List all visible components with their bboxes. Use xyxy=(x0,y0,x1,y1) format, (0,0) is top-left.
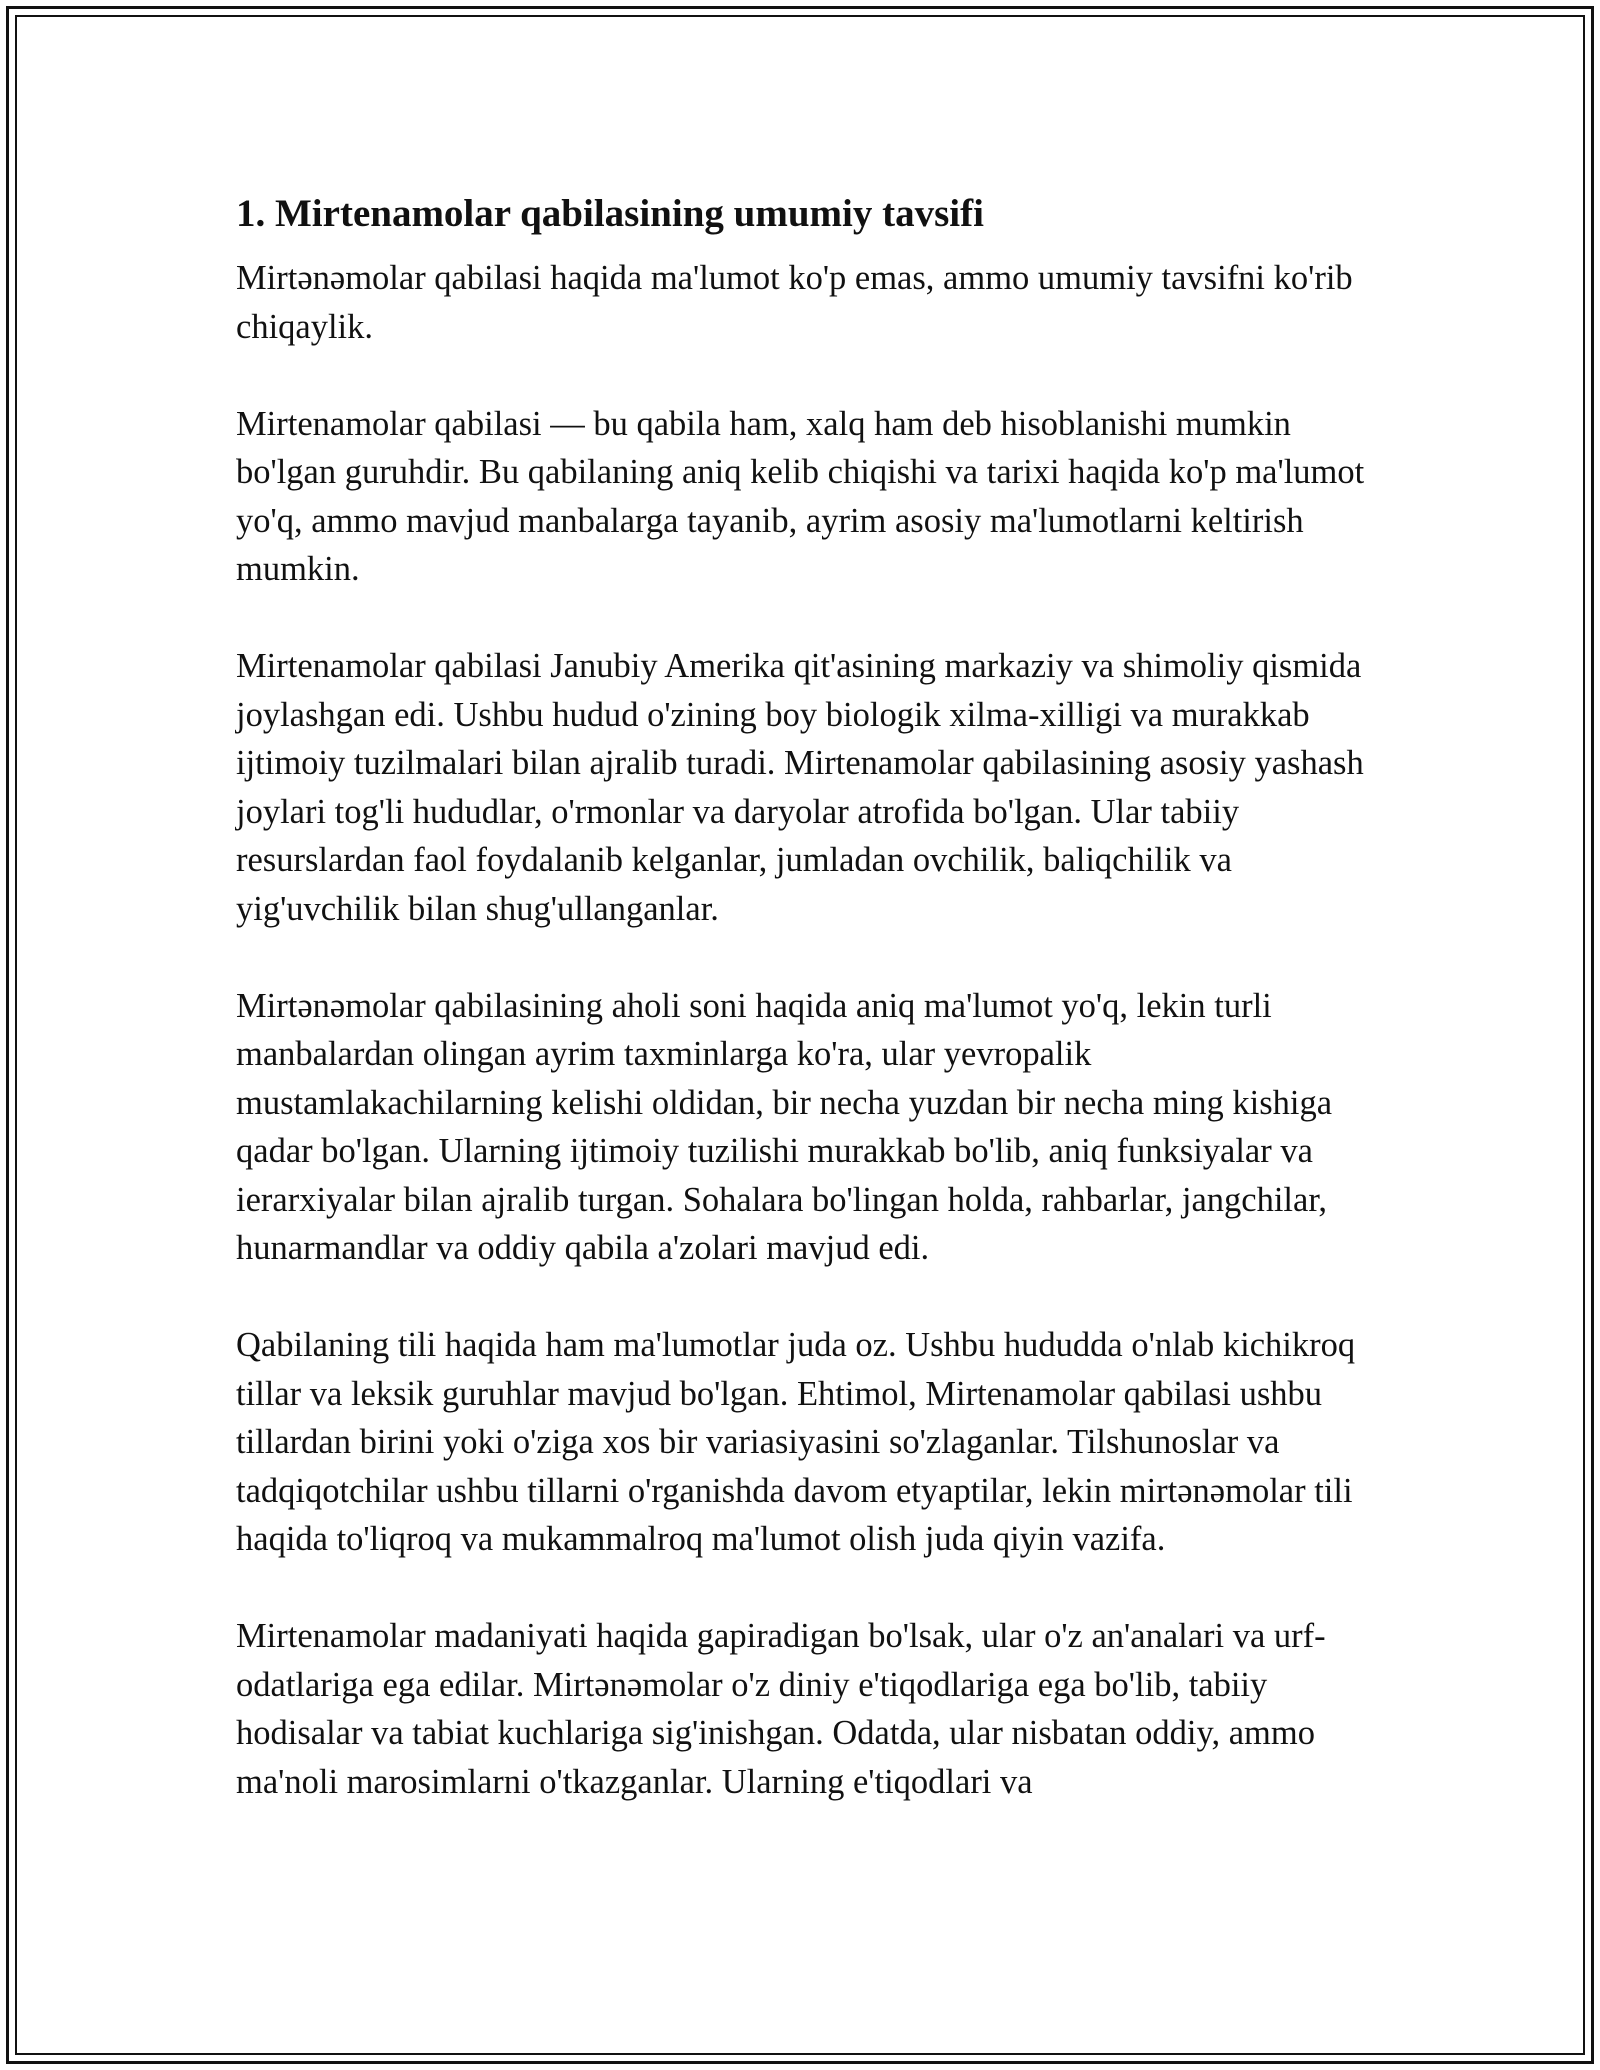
paragraph-culture: Mirtenamolar madaniyati haqida gapiradigan bo'lsak, ular o'z an'analari va urf-odatlariga ega edilar. Mirtənəmolar o'z diniy e'tiqodlariga ega bo'lib, tabiiy hodisalar va tabiat kuchlariga sig'inishgan. Odatda, ular nisbatan oddiy, ammo ma'noli marosimlarni o'tkazganlar. Ularning e'tiqodlari va xyxy=(236,1617,1326,1801)
paragraph-language: Qabilaning tili haqida ham ma'lumotlar juda oz. Ushbu hududda o'nlab kichikroq tillar va leksik guruhlar mavjud bo'lgan. Ehtimol, Mirtenamolar qabilasi ushbu tillardan birini yoki o'ziga xos bir variasiyasini so'zlaganlar. Tilshunoslar va tadqiqotchilar ushbu tillarni o'rganishda davom etyaptilar, lekin mirtənəmolar tili haqida to'liqroq va mukammalroq ma'lumot olish juda qiyin vazifa. xyxy=(236,1326,1356,1558)
paragraph-population: Mirtənəmolar qabilasining aholi soni haqida aniq ma'lumot yo'q, lekin turli manbalardan olingan ayrim taxminlarga ko'ra, ular yevropalik mustamlakachilarning kelishi oldidan, bir necha yuzdan bir necha ming kishiga qadar bo'lgan. Ularning ijtimoiy tuzilishi murakkab bo'lib, aniq funksiyalar va ierarxiyalar bilan ajralib turgan. Sohalara bo'lingan holda, rahbarlar, jangchilar, hunarmandlar va oddiy qabila a'zolari mavjud edi. xyxy=(236,986,1333,1267)
paragraph-intro: Mirtənəmolar qabilasi haqida ma'lumot ko'p emas, ammo umumiy tavsifni ko'rib chiqaylik. xyxy=(236,259,1353,346)
document-body xyxy=(236,186,1376,1855)
section-heading: 1. Mirtenamolar qabilasining umumiy tavsifi xyxy=(236,192,984,235)
paragraph-definition: Mirtenamolar qabilasi — bu qabila ham, xalq ham deb hisoblanishi mumkin bo'lgan guruhdir. Bu qabilaning aniq kelib chiqishi va tarixi haqida ko'p ma'lumot yo'q, ammo mavjud manbalarga tayanib, ayrim asosiy ma'lumotlarni keltirish mumkin. xyxy=(236,404,1365,588)
paragraph-geography: Mirtenamolar qabilasi Janubiy Amerika qit'asining markaziy va shimoliy qismida joylashgan edi. Ushbu hudud o'zining boy biologik xilma-xilligi va murakkab ijtimoiy tuzilmalari bilan ajralib turadi. Mirtenamolar qabilasining asosiy yashash joylari tog'li hududlar, o'rmonlar va daryolar atrofida bo'lgan. Ular tabiiy resurslardan faol foydalanib kelganlar, jumladan ovchilik, baliqchilik va yig'uvchilik bilan shug'ullanganlar. xyxy=(236,647,1364,928)
